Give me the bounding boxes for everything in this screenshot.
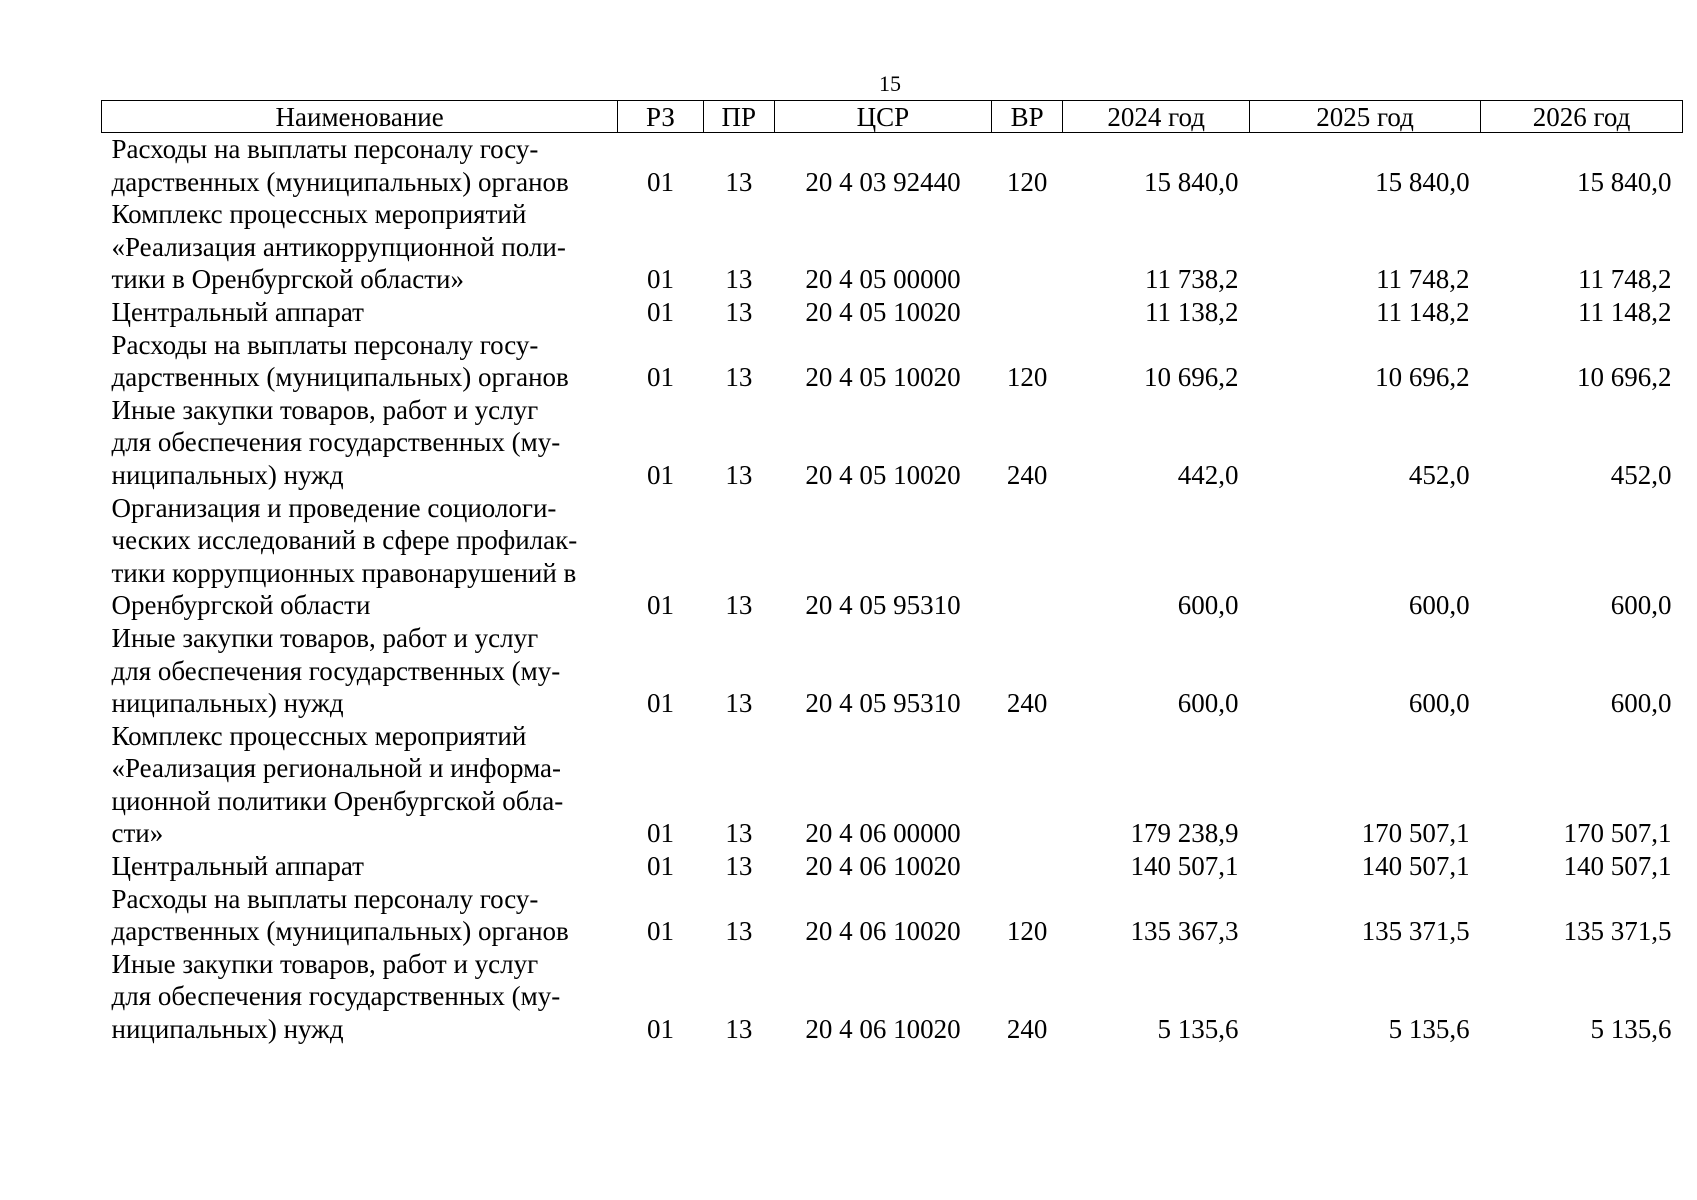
name-line: Иные закупки товаров, работ и услуг — [111, 622, 539, 653]
cell-pr: 13 — [725, 264, 753, 295]
cell-vr — [991, 492, 1062, 622]
budget-table — [101, 100, 1683, 1046]
cell-pr: 13 — [725, 362, 753, 393]
header-pr: ПР — [703, 101, 774, 133]
header-csr: ЦСР — [774, 101, 991, 133]
name-line: для обеспечения государственных (му- — [111, 655, 561, 686]
table-row — [102, 948, 1683, 1046]
cell-2026: 15 840,0 — [1577, 166, 1672, 197]
table-row — [102, 883, 1683, 948]
name-line: Центральный аппарат — [111, 296, 364, 327]
cell-rz: 01 — [646, 851, 674, 882]
cell-rz: 01 — [646, 916, 674, 947]
cell-csr: 20 4 05 00000 — [805, 264, 961, 295]
cell-2026: 600,0 — [1610, 688, 1672, 719]
header-2024: 2024 год — [1063, 101, 1250, 133]
header-2025: 2025 год — [1250, 101, 1481, 133]
cell-2026: 140 507,1 — [1563, 851, 1672, 882]
cell-rz: 01 — [646, 590, 674, 621]
name-line: Расходы на выплаты персоналу госу- — [111, 134, 539, 164]
name-line: тики коррупционных правонарушений в — [111, 557, 577, 588]
cell-rz: 01 — [646, 459, 674, 490]
name-line: для обеспечения государственных (му- — [111, 981, 561, 1012]
cell-vr: 120 — [1006, 916, 1048, 947]
cell-2025: 11 148,2 — [1376, 296, 1470, 327]
cell-pr: 13 — [725, 459, 753, 490]
cell-pr: 13 — [725, 296, 753, 327]
cell-2024: 442,0 — [1177, 459, 1239, 490]
cell-2024: 5 135,6 — [1157, 1014, 1239, 1045]
name-line: дарственных (муниципальных) органов — [111, 166, 569, 197]
header-vr: ВР — [991, 101, 1062, 133]
cell-pr: 13 — [725, 1014, 753, 1045]
cell-rz: 01 — [646, 264, 674, 295]
cell-csr: 20 4 05 95310 — [805, 688, 961, 719]
cell-vr: 240 — [1006, 459, 1048, 490]
cell-vr — [991, 850, 1062, 883]
header-rz: РЗ — [618, 101, 703, 133]
table-row — [102, 850, 1683, 883]
cell-pr: 13 — [725, 166, 753, 197]
cell-2025: 600,0 — [1408, 688, 1470, 719]
table-row — [102, 394, 1683, 492]
name-line: дарственных (муниципальных) органов — [111, 916, 569, 947]
name-line: дарственных (муниципальных) органов — [111, 362, 569, 393]
name-line: Иные закупки товаров, работ и услуг — [111, 394, 539, 425]
cell-2026: 10 696,2 — [1577, 362, 1672, 393]
table-body — [102, 133, 1683, 1046]
cell-vr — [991, 720, 1062, 850]
name-line: для обеспечения государственных (му- — [111, 427, 561, 458]
cell-2025: 135 371,5 — [1361, 916, 1470, 947]
cell-csr: 20 4 05 10020 — [805, 362, 961, 393]
cell-rz: 01 — [646, 688, 674, 719]
cell-csr: 20 4 03 92440 — [805, 166, 961, 197]
cell-csr: 20 4 06 10020 — [805, 851, 961, 882]
table-row — [102, 622, 1683, 720]
cell-2024: 600,0 — [1177, 590, 1239, 621]
header-2026: 2026 год — [1481, 101, 1683, 133]
cell-csr: 20 4 06 00000 — [805, 818, 961, 849]
cell-vr: 240 — [1006, 688, 1048, 719]
cell-name — [102, 329, 618, 394]
cell-pr: 13 — [725, 590, 753, 621]
name-line: ниципальных) нужд — [111, 1014, 344, 1045]
name-line: «Реализация антикоррупционной поли- — [111, 231, 566, 262]
name-line: ниципальных) нужд — [111, 688, 344, 719]
cell-2024: 135 367,3 — [1130, 916, 1239, 947]
name-line: Комплекс процессных мероприятий — [111, 199, 527, 230]
cell-rz: 01 — [646, 362, 674, 393]
cell-pr: 13 — [725, 916, 753, 947]
cell-2025: 11 748,2 — [1376, 264, 1470, 295]
name-line: сти» — [111, 818, 164, 849]
cell-pr: 13 — [725, 688, 753, 719]
cell-rz: 01 — [646, 296, 674, 327]
name-line: Расходы на выплаты персоналу госу- — [111, 329, 539, 360]
name-line: Иные закупки товаров, работ и услуг — [111, 948, 539, 979]
table-row — [102, 329, 1683, 394]
cell-2024: 11 138,2 — [1145, 296, 1239, 327]
table-header — [102, 101, 1683, 133]
cell-name — [102, 720, 618, 850]
cell-2026: 135 371,5 — [1563, 916, 1672, 947]
cell-2024: 179 238,9 — [1130, 818, 1239, 849]
table-row — [102, 198, 1683, 296]
name-line: Оренбургской области — [111, 590, 371, 621]
cell-2026: 11 748,2 — [1578, 264, 1672, 295]
cell-2025: 170 507,1 — [1361, 818, 1470, 849]
cell-2025: 15 840,0 — [1375, 166, 1470, 197]
cell-name — [102, 850, 618, 883]
cell-rz: 01 — [646, 1014, 674, 1045]
table-row — [102, 296, 1683, 329]
table-row — [102, 720, 1683, 850]
header-name: Наименование — [102, 101, 618, 133]
cell-2024: 600,0 — [1177, 688, 1239, 719]
cell-csr: 20 4 05 10020 — [805, 459, 961, 490]
cell-vr — [991, 296, 1062, 329]
cell-vr: 240 — [1006, 1014, 1048, 1045]
cell-pr: 13 — [725, 851, 753, 882]
cell-name — [102, 948, 618, 1046]
cell-csr: 20 4 05 10020 — [805, 296, 961, 327]
cell-csr: 20 4 06 10020 — [805, 1014, 961, 1045]
cell-2025: 5 135,6 — [1388, 1014, 1470, 1045]
cell-2025: 10 696,2 — [1375, 362, 1470, 393]
cell-2025: 452,0 — [1408, 459, 1470, 490]
cell-name — [102, 198, 618, 296]
cell-vr: 120 — [1006, 166, 1048, 197]
cell-2024: 140 507,1 — [1130, 851, 1239, 882]
header-row — [102, 101, 1683, 133]
name-line: «Реализация региональной и информа- — [111, 753, 562, 784]
cell-2024: 10 696,2 — [1144, 362, 1239, 393]
cell-name — [102, 296, 618, 329]
cell-csr: 20 4 06 10020 — [805, 916, 961, 947]
cell-2025: 140 507,1 — [1361, 851, 1470, 882]
name-line: Организация и проведение социологи- — [111, 492, 557, 523]
cell-2026: 170 507,1 — [1563, 818, 1672, 849]
cell-2026: 5 135,6 — [1590, 1014, 1672, 1045]
cell-2025: 600,0 — [1408, 590, 1470, 621]
table-row — [102, 492, 1683, 622]
name-line: Комплекс процессных мероприятий — [111, 720, 527, 751]
table-row — [102, 133, 1683, 199]
cell-rz: 01 — [646, 166, 674, 197]
cell-2024: 15 840,0 — [1144, 166, 1239, 197]
cell-name — [102, 492, 618, 622]
name-line: ционной политики Оренбургской обла- — [111, 785, 564, 816]
cell-2026: 11 148,2 — [1578, 296, 1672, 327]
cell-2026: 452,0 — [1610, 459, 1672, 490]
cell-vr: 120 — [1006, 362, 1048, 393]
cell-name — [102, 394, 618, 492]
cell-name — [102, 133, 618, 199]
cell-2026: 600,0 — [1610, 590, 1672, 621]
cell-csr: 20 4 05 95310 — [805, 590, 961, 621]
cell-vr — [991, 198, 1062, 296]
name-line: ниципальных) нужд — [111, 459, 344, 490]
page-number: 15 — [879, 71, 901, 96]
name-line: Центральный аппарат — [111, 851, 364, 882]
name-line: Расходы на выплаты персоналу госу- — [111, 883, 539, 914]
cell-name — [102, 622, 618, 720]
name-line: ческих исследований в сфере профилак- — [111, 525, 578, 556]
cell-2024: 11 738,2 — [1145, 264, 1239, 295]
name-line: тики в Оренбургской области» — [111, 264, 464, 295]
cell-pr: 13 — [725, 818, 753, 849]
cell-name — [102, 883, 618, 948]
cell-rz: 01 — [646, 818, 674, 849]
